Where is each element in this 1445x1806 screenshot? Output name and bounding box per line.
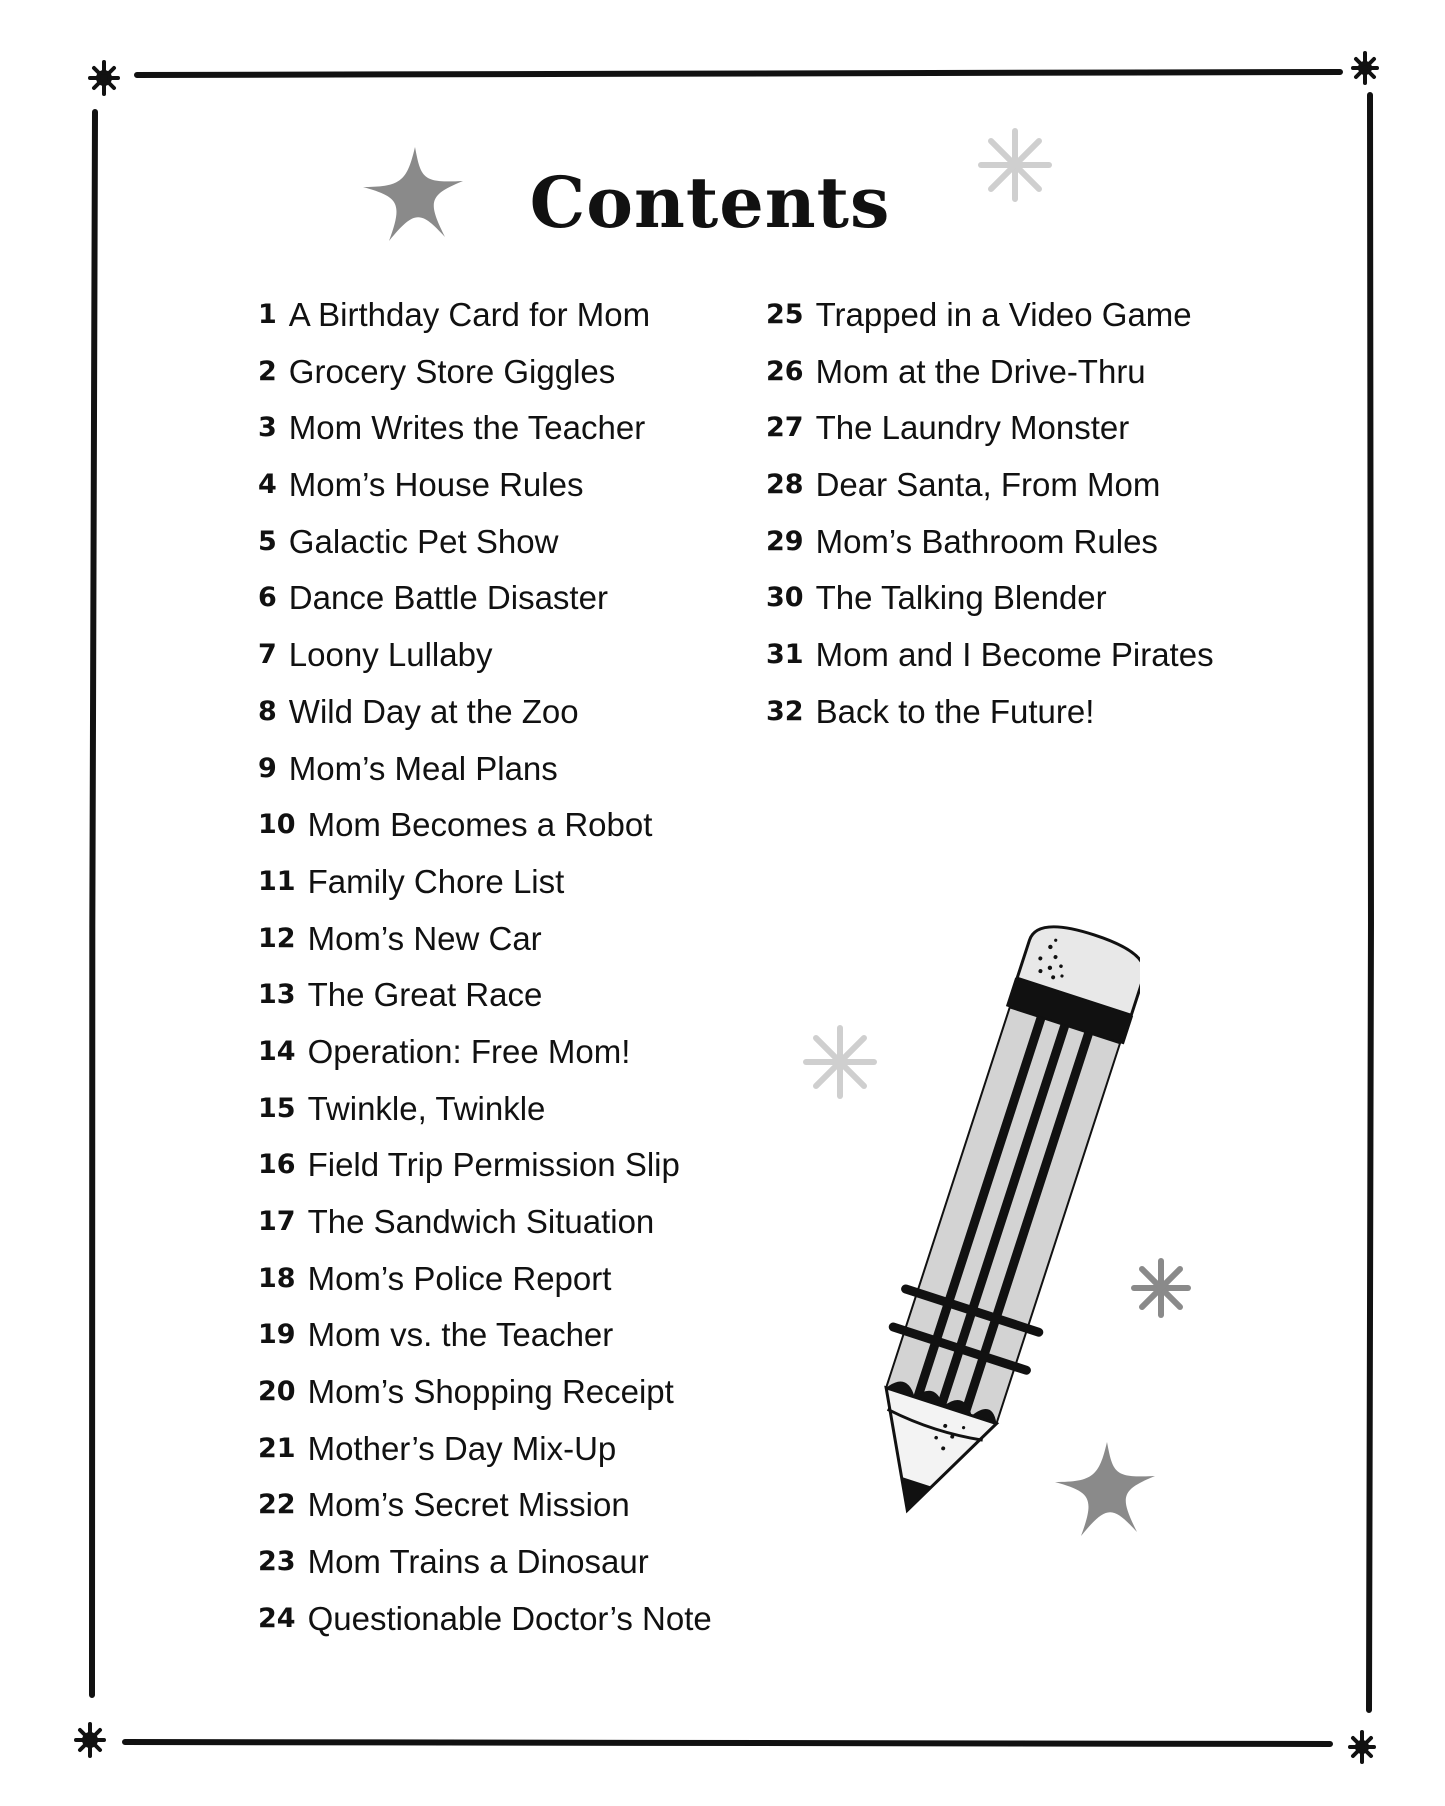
toc-entry[interactable] bbox=[258, 1194, 712, 1251]
chapter-number: 32 bbox=[766, 695, 804, 727]
page-title: Contents bbox=[529, 161, 891, 244]
chapter-title: A Birthday Card for Mom bbox=[288, 296, 651, 333]
chapter-number: 5 bbox=[258, 525, 277, 557]
sparkle-icon bbox=[975, 125, 1055, 205]
chapter-title: Mom at the Drive-Thru bbox=[815, 352, 1146, 390]
chapter-title: The Laundry Monster bbox=[815, 409, 1130, 447]
toc-entry[interactable] bbox=[766, 400, 1214, 457]
chapter-title: Mom and I Become Pirates bbox=[815, 636, 1214, 674]
chapter-number: 12 bbox=[258, 922, 296, 954]
chapter-number: 3 bbox=[258, 412, 277, 444]
chapter-title: Wild Day at the Zoo bbox=[288, 692, 579, 730]
chapter-number: 28 bbox=[766, 469, 804, 501]
toc-entry[interactable] bbox=[258, 911, 712, 968]
chapter-number: 20 bbox=[258, 1376, 296, 1408]
chapter-title: Questionable Doctor’s Note bbox=[307, 1599, 712, 1637]
star-icon bbox=[360, 145, 470, 250]
chapter-title: Mom Trains a Dinosaur bbox=[307, 1543, 649, 1581]
chapter-number: 24 bbox=[258, 1602, 296, 1634]
toc-entry[interactable] bbox=[258, 1364, 712, 1421]
toc-entry[interactable] bbox=[258, 684, 712, 741]
chapter-number: 26 bbox=[766, 355, 804, 387]
toc-entry[interactable] bbox=[258, 1024, 712, 1081]
toc-entry[interactable] bbox=[258, 1591, 712, 1648]
chapter-number: 23 bbox=[258, 1546, 296, 1578]
toc-column-right bbox=[766, 287, 1214, 741]
chapter-title: Twinkle, Twinkle bbox=[307, 1089, 546, 1127]
toc-entry[interactable] bbox=[766, 287, 1214, 344]
toc-entry[interactable] bbox=[766, 684, 1214, 741]
chapter-number: 19 bbox=[258, 1319, 296, 1351]
chapter-title: The Sandwich Situation bbox=[307, 1203, 655, 1240]
chapter-title: Mom’s Bathroom Rules bbox=[815, 522, 1158, 560]
toc-entry[interactable] bbox=[258, 797, 712, 854]
chapter-title: The Talking Blender bbox=[815, 579, 1107, 617]
chapter-title: Dance Battle Disaster bbox=[288, 579, 608, 617]
toc-entry[interactable] bbox=[258, 1137, 712, 1194]
chapter-title: Field Trip Permission Slip bbox=[307, 1146, 680, 1184]
toc-entry[interactable] bbox=[258, 854, 712, 911]
chapter-title: Mom’s Shopping Receipt bbox=[307, 1373, 674, 1411]
chapter-title: Back to the Future! bbox=[815, 692, 1095, 730]
chapter-number: 27 bbox=[766, 412, 804, 444]
chapter-number: 25 bbox=[766, 299, 804, 330]
chapter-title: Mom Becomes a Robot bbox=[307, 806, 653, 844]
toc-entry[interactable] bbox=[258, 1534, 712, 1591]
toc-entry[interactable] bbox=[258, 967, 712, 1024]
chapter-title: Family Chore List bbox=[307, 862, 565, 900]
toc-entry[interactable] bbox=[766, 457, 1214, 514]
chapter-number: 11 bbox=[258, 865, 296, 897]
chapter-title: Mother’s Day Mix-Up bbox=[307, 1429, 617, 1467]
chapter-number: 21 bbox=[258, 1432, 296, 1464]
toc-entry[interactable] bbox=[258, 287, 712, 344]
chapter-number: 10 bbox=[258, 809, 296, 841]
toc-entry[interactable] bbox=[766, 570, 1214, 627]
chapter-number: 31 bbox=[766, 639, 804, 671]
chapter-number: 15 bbox=[258, 1092, 296, 1124]
toc-entry[interactable] bbox=[766, 627, 1214, 684]
chapter-title: Operation: Free Mom! bbox=[307, 1032, 631, 1070]
chapter-number: 4 bbox=[258, 469, 277, 501]
chapter-number: 18 bbox=[258, 1262, 296, 1294]
toc-entry[interactable] bbox=[258, 741, 712, 798]
chapter-number: 2 bbox=[258, 355, 277, 387]
toc-entry[interactable] bbox=[258, 1421, 712, 1478]
chapter-title: Mom’s New Car bbox=[307, 919, 542, 957]
chapter-number: 8 bbox=[258, 695, 277, 727]
chapter-title: Grocery Store Giggles bbox=[288, 352, 616, 390]
chapter-number: 13 bbox=[258, 979, 296, 1011]
chapter-number: 7 bbox=[258, 639, 277, 671]
toc-entry[interactable] bbox=[258, 627, 712, 684]
chapter-number: 16 bbox=[258, 1149, 296, 1181]
chapter-number: 17 bbox=[258, 1206, 296, 1237]
chapter-title: Mom’s House Rules bbox=[288, 466, 584, 504]
chapter-number: 22 bbox=[258, 1489, 296, 1521]
chapter-title: Mom’s Meal Plans bbox=[288, 749, 558, 787]
chapter-number: 29 bbox=[766, 525, 804, 557]
chapter-title: Dear Santa, From Mom bbox=[815, 466, 1161, 504]
toc-entry[interactable] bbox=[258, 1307, 712, 1364]
toc-column-left bbox=[258, 287, 712, 1648]
chapter-title: Loony Lullaby bbox=[288, 636, 493, 674]
toc-entry[interactable] bbox=[766, 344, 1214, 401]
chapter-title: The Great Race bbox=[307, 976, 543, 1014]
chapter-number: 6 bbox=[258, 582, 277, 614]
toc-entry[interactable] bbox=[258, 457, 712, 514]
toc-entry[interactable] bbox=[258, 570, 712, 627]
chapter-title: Mom Writes the Teacher bbox=[288, 409, 646, 447]
chapter-title: Mom’s Police Report bbox=[307, 1259, 612, 1297]
chapter-title: Mom vs. the Teacher bbox=[307, 1316, 614, 1354]
toc-entry[interactable] bbox=[258, 1477, 712, 1534]
toc-entry[interactable] bbox=[258, 514, 712, 571]
chapter-number: 1 bbox=[258, 299, 277, 330]
pencil-icon bbox=[860, 915, 1140, 1535]
chapter-title: Galactic Pet Show bbox=[288, 522, 559, 560]
toc-entry[interactable] bbox=[258, 1251, 712, 1308]
chapter-number: 9 bbox=[258, 752, 277, 784]
chapter-number: 14 bbox=[258, 1035, 296, 1067]
toc-entry[interactable] bbox=[258, 1081, 712, 1138]
toc-entry[interactable] bbox=[258, 400, 712, 457]
chapter-number: 30 bbox=[766, 582, 804, 614]
chapter-title: Mom’s Secret Mission bbox=[307, 1486, 630, 1524]
chapter-title: Trapped in a Video Game bbox=[815, 296, 1192, 333]
toc-entry[interactable] bbox=[258, 344, 712, 401]
toc-entry[interactable] bbox=[766, 514, 1214, 571]
